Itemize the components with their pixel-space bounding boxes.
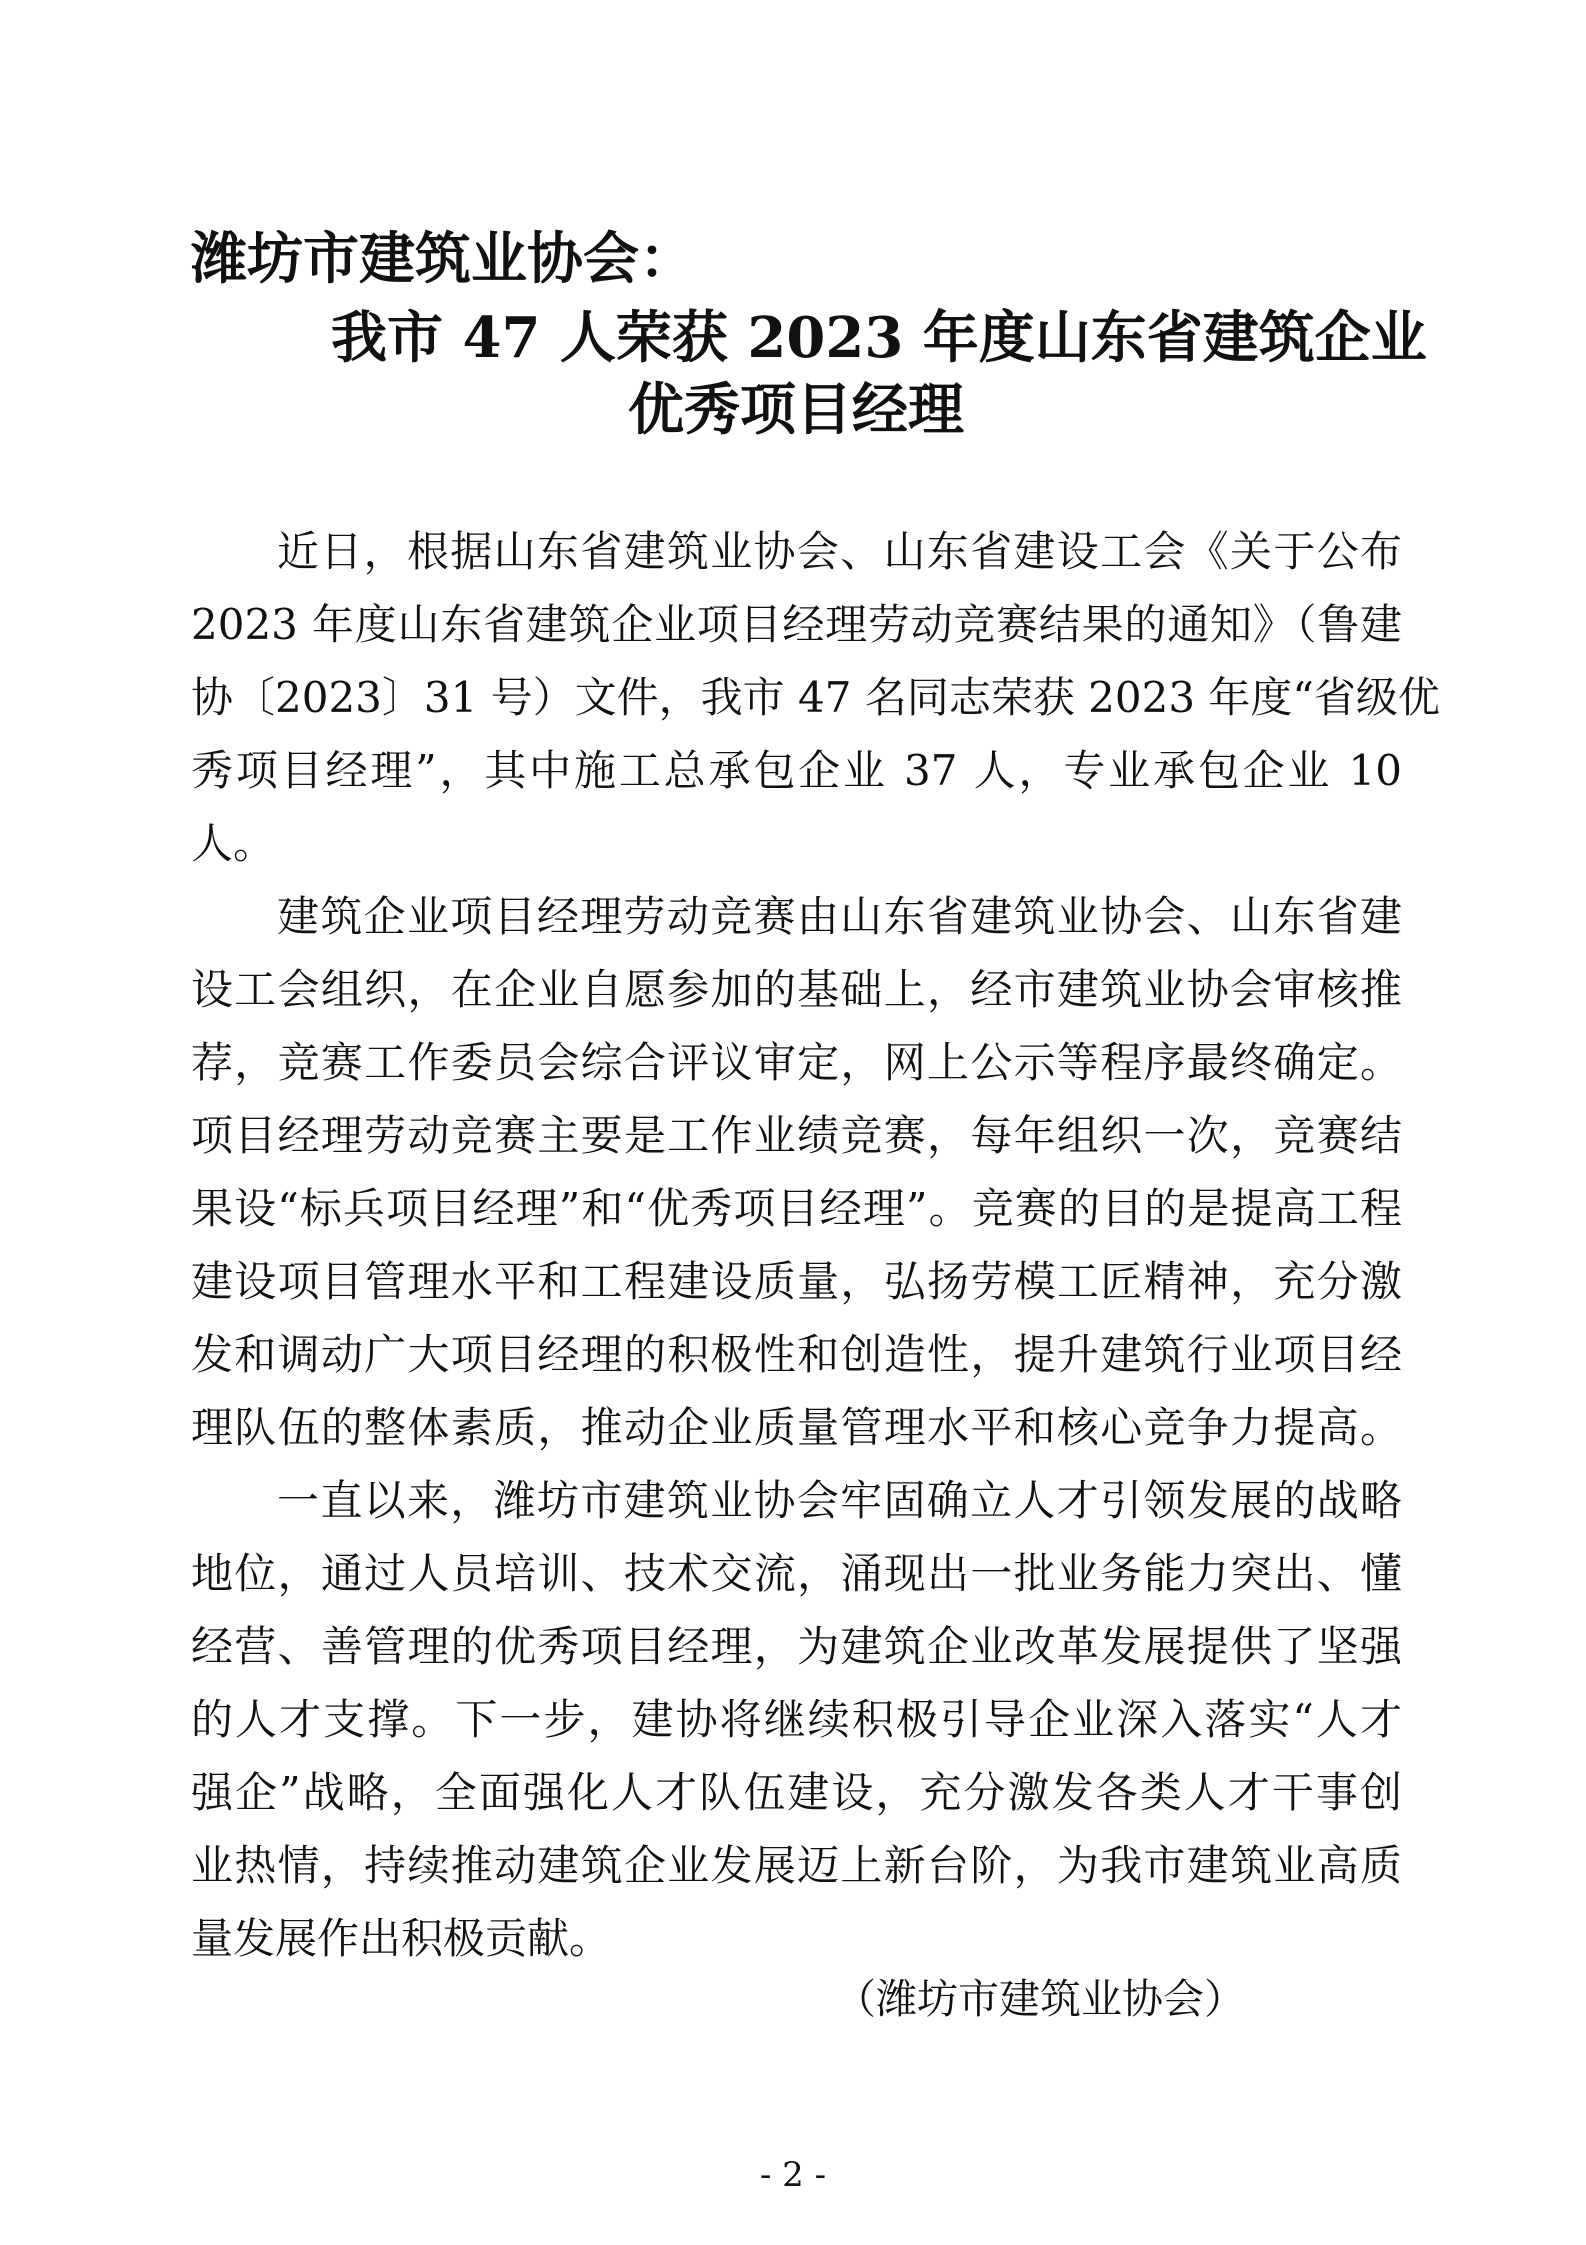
article-body	[191, 515, 1440, 1975]
paragraph-1	[191, 515, 1440, 880]
body-line: 经营、善管理的优秀项目经理，为建筑企业改革发展提供了坚强	[191, 1622, 1402, 1671]
body-line: 项目经理劳动竞赛主要是工作业绩竞赛，每年组织一次，竞赛结	[191, 1111, 1402, 1160]
body-line: 建筑企业项目经理劳动竞赛由山东省建筑业协会、山东省建	[277, 892, 1402, 941]
page-number: - 2 -	[759, 2155, 827, 2195]
body-line: 2023 年度山东省建筑企业项目经理劳动竞赛结果的通知》（鲁建	[191, 600, 1402, 649]
body-line: 业热情，持续推动建筑企业发展迈上新台阶，为我市建筑业高质	[191, 1841, 1402, 1890]
body-line: 协〔2023〕31 号）文件，我市 47 名同志荣获 2023 年度“省级优	[191, 673, 1440, 722]
body-line: 果设“标兵项目经理”和“优秀项目经理”。竞赛的目的是提高工程	[191, 1184, 1402, 1233]
signature: （潍坊市建筑业协会）	[835, 1975, 1245, 2023]
body-line: 一直以来，潍坊市建筑业协会牢固确立人才引领发展的战略	[277, 1476, 1402, 1525]
body-line: 强企”战略，全面强化人才队伍建设，充分激发各类人才干事创	[191, 1768, 1402, 1817]
title-line-3: 优秀项目经理	[628, 377, 964, 443]
body-line: 人。	[191, 819, 276, 868]
paragraph-3	[191, 1464, 1402, 1975]
body-line: 的人才支撑。下一步，建协将继续积极引导企业深入落实“人才	[191, 1695, 1402, 1744]
body-line: 量发展作出积极贡献。	[191, 1914, 612, 1963]
title-line-2: 我市 47 人荣获 2023 年度山东省建筑企业	[331, 305, 1427, 371]
body-line: 近日，根据山东省建筑业协会、山东省建设工会《关于公布	[277, 527, 1402, 576]
title-line-1: 潍坊市建筑业协会：	[191, 226, 695, 292]
paragraph-2	[191, 880, 1402, 1464]
body-line: 荐，竞赛工作委员会综合评议审定，网上公示等程序最终确定。	[191, 1038, 1402, 1087]
body-line: 发和调动广大项目经理的积极性和创造性，提升建筑行业项目经	[191, 1330, 1402, 1379]
body-line: 地位，通过人员培训、技术交流，涌现出一批业务能力突出、懂	[191, 1549, 1402, 1598]
body-line: 建设项目管理水平和工程建设质量，弘扬劳模工匠精神，充分激	[191, 1257, 1402, 1306]
body-line: 理队伍的整体素质，推动企业质量管理水平和核心竞争力提高。	[191, 1403, 1402, 1452]
body-line: 设工会组织，在企业自愿参加的基础上，经市建筑业协会审核推	[191, 965, 1402, 1014]
body-line: 秀项目经理”，其中施工总承包企业 37 人，专业承包企业 10	[191, 746, 1402, 795]
